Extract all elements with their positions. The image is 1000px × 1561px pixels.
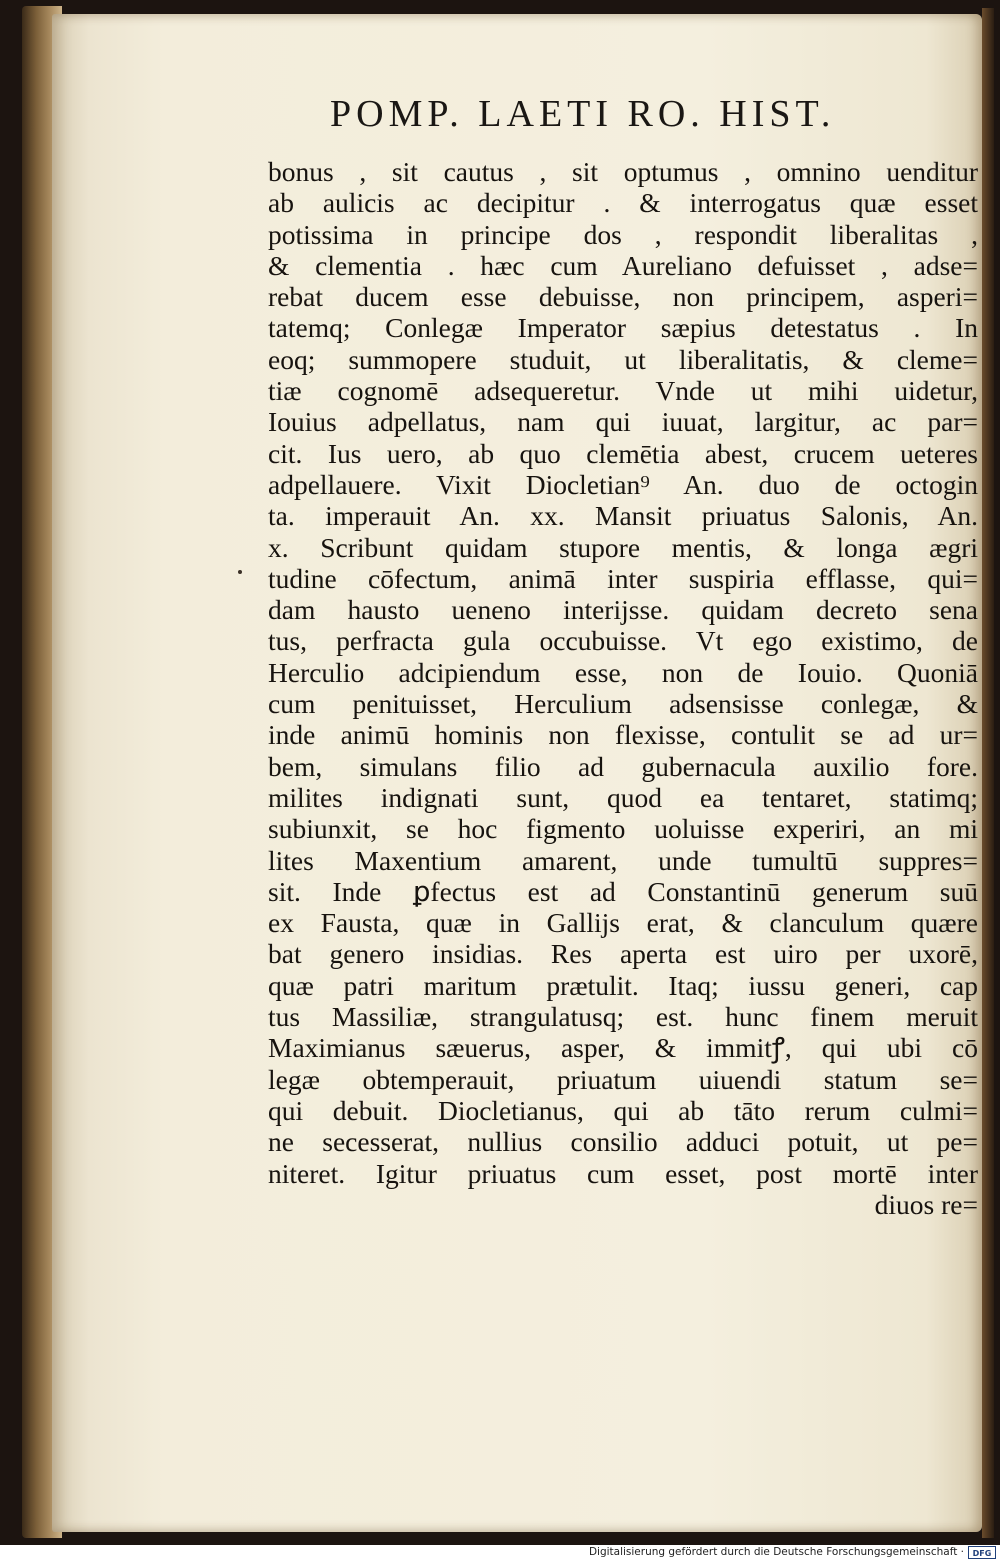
body-text bbox=[268, 156, 978, 1220]
book-right-edge bbox=[982, 8, 994, 1538]
text-line: diuos re= bbox=[874, 1188, 978, 1220]
text-line: quæ patri maritum prætulit. Itaq; iussu generi, cap bbox=[268, 969, 978, 1001]
text-line: bem, simulans filio ad gubernacula auxilio fore. bbox=[268, 750, 978, 782]
text-line: ne secesserat, nullius consilio adduci potuit, ut pe= bbox=[268, 1126, 978, 1158]
text-line: inde animū hominis non flexisse, contulit se ad ur= bbox=[268, 719, 978, 751]
text-line: tus, perfracta gula occubuisse. Vt ego existimo, de bbox=[268, 625, 978, 657]
text-line: Herculio adcipiendum esse, non de Iouio. Quoniā bbox=[268, 656, 978, 688]
funding-credit: Digitalisierung gefördert durch die Deutsche Forschungsgemeinschaft · bbox=[588, 1546, 964, 1558]
text-line: adpellauere. Vixit Diocletian⁹ An. duo de octogin bbox=[268, 468, 978, 500]
text-line: niteret. Igitur priuatus cum esset, post mortē inter bbox=[268, 1157, 978, 1189]
dfg-logo: DFG bbox=[968, 1546, 996, 1559]
text-line: ex Fausta, quæ in Gallijs erat, & clanculum quære bbox=[268, 907, 978, 939]
text-line: cum penituisset, Herculium adsensisse conlegæ, & bbox=[268, 688, 978, 720]
text-line: tus Massiliæ, strangulatusq; est. hunc finem meruit bbox=[268, 1001, 978, 1033]
digitization-footer bbox=[0, 1545, 1000, 1561]
text-line: potissima in principe dos , respondit liberalitas , bbox=[268, 218, 978, 250]
text-line: bat genero insidias. Res aperta est uiro per uxorē, bbox=[268, 938, 978, 970]
text-line: cit. Ius uero, ab quo clemētia abest, crucem ueteres bbox=[268, 437, 978, 469]
text-line: subiunxit, se hoc figmento uoluisse experiri, an mi bbox=[268, 813, 978, 845]
text-line: tiæ cognomē adsequeretur. Vnde ut mihi uidetur, bbox=[268, 375, 978, 407]
margin-mark bbox=[238, 570, 242, 574]
text-line: legæ obtemperauit, priuatum uiuendi statum se= bbox=[268, 1063, 978, 1095]
text-line: Iouius adpellatus, nam qui iuuat, largitur, ac par= bbox=[268, 406, 978, 438]
text-line: sit. Inde ꝑfectus est ad Constantinū generum suū bbox=[268, 875, 978, 907]
text-line: bonus , sit cautus , sit optumus , omnino uenditur bbox=[268, 156, 978, 187]
text-line: milites indignati sunt, quod ea tentaret, statimq; bbox=[268, 781, 978, 813]
text-line: eoq; summopere studuit, ut liberalitatis, & cleme= bbox=[268, 343, 978, 375]
text-line: Maximianus sæuerus, asper, & immitꝭ, qui ubi cō bbox=[268, 1032, 978, 1064]
text-line: rebat ducem esse debuisse, non principem, asperi= bbox=[268, 281, 978, 313]
text-line: ab aulicis ac decipitur . & interrogatus quæ esset bbox=[268, 187, 978, 219]
text-line: tudine cōfectum, animā inter suspiria efflasse, qui= bbox=[268, 562, 978, 594]
text-line: x. Scribunt quidam stupore mentis, & longa ægri bbox=[268, 531, 978, 563]
text-line: dam hausto ueneno interijsse. quidam decreto sena bbox=[268, 594, 978, 626]
running-head: POMP. LAETI RO. HIST. bbox=[330, 93, 836, 135]
text-line: lites Maxentium amarent, unde tumultū suppres= bbox=[268, 844, 978, 876]
text-line: tatemq; Conlegæ Imperator sæpius detestatus . In bbox=[268, 312, 978, 344]
text-line: ta. imperauit An. xx. Mansit priuatus Salonis, An. bbox=[268, 500, 978, 532]
text-line: & clementia . hæc cum Aureliano defuisset , adse= bbox=[268, 249, 978, 281]
text-line: qui debuit. Diocletianus, qui ab tāto rerum culmi= bbox=[268, 1094, 978, 1126]
